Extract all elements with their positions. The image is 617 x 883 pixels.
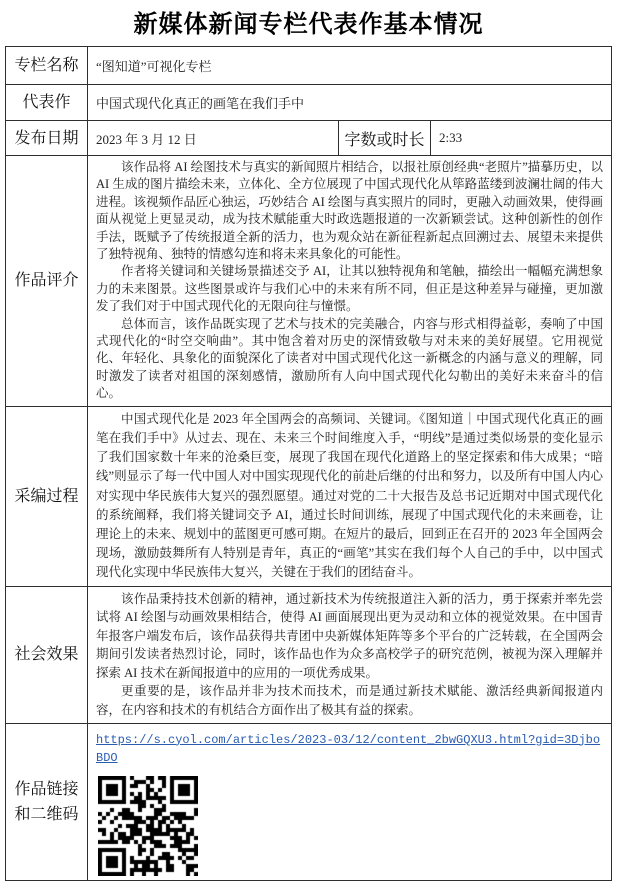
row-link-qr — [6, 723, 611, 880]
representative-work-label: 代表作 — [6, 85, 88, 120]
process-label: 采编过程 — [6, 407, 88, 586]
row-publish-date — [6, 120, 611, 155]
row-representative-work — [6, 84, 611, 120]
review-paragraph: 总体而言，该作品既实现了艺术与技术的完美融合，内容与形式相得益彰，奏响了中国式现代化的“时空交响曲”。其中饱含着对历史的深情致敬与对未来的美好展望。它用视觉化、年轻化、具象化的面貌深化了读者对中国式现代化这一新概念的内涵与意义的理解，同时激发了读者对祖国的深刻感情，激励所有人向中国式现代化勾勒出的美好未来奋斗的信心。 — [96, 316, 603, 401]
effect-label: 社会效果 — [6, 587, 88, 723]
duration-label: 字数或时长 — [338, 121, 431, 155]
review-paragraph: 作者将关键词和关键场景描述交予 AI，让其以独特视角和笔触，描绘出一幅幅充满想象力的未来图景。这些图景或许与我们心中的未来有所不同，但正是这种差异与碰撞，更加激发了我们对于中国式现代化的无限向往与憧憬。 — [96, 264, 603, 314]
effect-paragraph: 更重要的是，该作品并非为技术而技术，而是通过新技术赋能、激活经典新闻报道内容，在内容和技术的有机结合方面作出了极其有益的探索。 — [96, 684, 603, 718]
column-name-label: 专栏名称 — [6, 47, 88, 84]
publish-date-value: 2023 年 3 月 12 日 — [96, 131, 197, 147]
process-content — [88, 407, 611, 586]
process-paragraph: 中国式现代化是 2023 年全国两会的高频词、关键词。《图知道｜中国式现代化真正的画笔在我们手中》从过去、现在、未来三个时间维度入手，“明线”是通过类似场景的变化显示了我们国家数十年来的沧桑巨变，展现了我国在现代化道路上的坚定探索和伟大成果；“暗线”则显示了每一代中国人对中国实现现代化的前赴后继的付出和努力，以及所有中国人内心对实现中华民族伟大复兴的强烈愿望。通过对党的二十大报告及总书记近期对中国式现代化的系统阐释，我们将关键词交予 AI，通过长时间训练，展现了中国式现代化的未来画卷，让理论上的未来、规划中的蓝图更可感可期。在短片的最后，回到正在召开的 2023 年全国两会现场，激励鼓舞所有人特别是青年，真正的“画笔”其实在我们每个人自己的手中，以中国式现代化实现中华民族伟大复兴，关键在于我们的团结奋斗。 — [96, 411, 603, 580]
row-review — [6, 155, 611, 406]
link-qr-label-line2: 和二维码 — [14, 805, 79, 823]
row-process — [6, 406, 611, 586]
link-qr-label — [6, 724, 88, 880]
page-title: 新媒体新闻专栏代表作基本情况 — [133, 11, 484, 38]
review-label: 作品评介 — [6, 156, 88, 406]
link-qr-label-line1: 作品链接 — [14, 780, 79, 798]
info-table — [5, 46, 612, 881]
link-qr-content — [88, 724, 611, 880]
representative-work-value: 中国式现代化真正的画笔在我们手中 — [96, 96, 305, 111]
effect-content — [88, 587, 611, 723]
row-column-name — [6, 47, 611, 84]
review-paragraph: 该作品将 AI 绘图技术与真实的新闻照片相结合，以报社原创经典“老照片”描摹历史，以 AI 生成的图片描绘未来，立体化、全方位展现了中国式现代化从筚路蓝缕到波澜壮阔的伟大进程。该视频作品匠心独运，巧妙结合 AI 绘图与真实照片的同时，更融入动画效果，使得画面从视觉上更显灵动，成为技术赋能重大时政选题报道的一次新颖尝试。这种创新性的创作手法，既赋予了传统报道全新的活力，也为观众站在新征程新起点回溯过去、展望未来提供了独特视角、独特的情感勾连和将未来具象化的可能性。 — [96, 160, 603, 262]
article-link[interactable]: https://s.cyol.com/articles/2023-03/12/content_2bwGQXU3.html?gid=3DjboBDO — [96, 732, 601, 765]
column-name-value: “图知道”可视化专栏 — [96, 59, 212, 74]
qr-code — [98, 776, 198, 876]
review-content — [88, 156, 611, 406]
row-effect — [6, 586, 611, 723]
publish-date-label: 发布日期 — [6, 121, 88, 155]
duration-value: 2:33 — [439, 130, 463, 145]
effect-paragraph: 该作品秉持技术创新的精神，通过新技术为传统报道注入新的活力，勇于探索并率先尝试将 AI 绘图与动画效果相结合，使得 AI 画面展现出更为灵动和立体的视觉效果。在中国青年报客户端发布后，该作品获得共青团中央新媒体矩阵等多个平台的广泛转载，在全国两会期间引发读者热烈讨论，同时，该作品也作为众多高校学子的研究范例，被视为深入理解并探索 AI 技术在新闻报道中的应用的一项优秀成果。 — [96, 591, 603, 680]
